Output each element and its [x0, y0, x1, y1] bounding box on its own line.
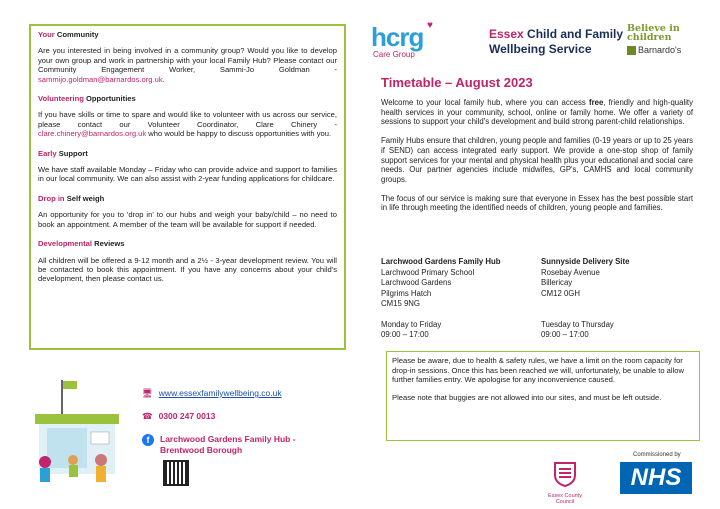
facebook-icon: f — [142, 434, 154, 446]
intro-paragraph-2: Family Hubs ensure that children, young people and families (0-19 years or up to 25 years if SEND) can access integrated early support. We provide a one-stop shop of family support services for your mental and physical health plus your educational and social care needs. Our partner agencies include midwifes, GP's, CAMHS and local community groups. — [381, 136, 693, 184]
early-support-heading: Early Support — [38, 148, 88, 158]
facebook-link[interactable]: Larchwood Gardens Family Hub - Brentwood Borough — [160, 434, 296, 455]
volunteering-heading: Volunteering Opportunities — [38, 94, 136, 104]
volunteer-email-link[interactable]: clare.chinery@barnardos.org.uk — [38, 129, 147, 139]
intro-text — [381, 98, 693, 222]
phone-icon: ☎ — [142, 411, 153, 421]
site-sunnyside: Sunnyside Delivery Site Rosebay Avenue Billericay CM12 0GH Tuesday to Thursday 09:00 – 17:00 — [541, 257, 630, 339]
service-logo: Essex Child and Family Wellbeing Service — [489, 27, 624, 56]
facebook-row — [142, 434, 296, 456]
essex-county-council-logo: Essex County Council — [540, 461, 590, 505]
drop-in-heading: Drop in Self weigh — [38, 193, 105, 203]
barnardos-icon — [627, 46, 636, 55]
heart-icon: ♥ — [427, 20, 433, 31]
developmental-heading: Developmental Reviews — [38, 239, 125, 249]
phone-number[interactable]: 0300 247 0013 — [158, 411, 216, 421]
believe-in-children-logo: Believe in children — [627, 23, 680, 43]
intro-paragraph-3: The focus of our service is making sure that everyone in Essex has the best possible start in life through meeting the identified needs of children, young people and families. — [381, 193, 693, 213]
early-support-text: We have staff available Monday – Friday who can provide advice and support to families in our local community. We can also assist with 2-year funding applications for childcare. — [38, 165, 337, 184]
community-email-link[interactable]: sammijo.goldman@barnardos.org.uk — [38, 74, 163, 84]
website-row — [142, 388, 282, 399]
hub-building-illustration — [25, 376, 125, 488]
qr-code — [163, 460, 189, 486]
site-larchwood: Larchwood Gardens Family Hub Larchwood Primary School Larchwood Gardens Pilgrims Hatch CM15 9NG Monday to Friday 09:00 – 17:00 — [381, 257, 501, 339]
nhs-logo: NHS — [620, 462, 692, 494]
monitor-icon: 🖥 — [142, 388, 153, 398]
community-heading: Your Community — [38, 30, 99, 39]
website-link[interactable]: www.essexfamilywellbeing.co.uk — [158, 388, 282, 398]
phone-row — [142, 411, 215, 422]
hcrg-logo: hcrg ♥ Care Group — [371, 20, 433, 59]
notice-box: Please be aware, due to health & safety rules, we have a limit on the room capacity for drop-in sessions. Once this has been reached we will, unfortunately, be unable to allow further families entry. We apologise for any inconvenience caused. Please note that buggies are not allowed into our sites, and must be left outside. — [386, 351, 700, 441]
drop-in-text: An opportunity for you to 'drop in' to our hubs and weigh your baby/child – no need to book an appointment. A member of the team will be available for support if needed. — [38, 210, 337, 229]
intro-paragraph-1: Welcome to your local family hub, where you can access free, friendly and high-quality health services in your community, school, online or family home. We offer a variety of sessions to support your child's development and build strong parent-child relationships. — [381, 98, 694, 127]
commissioned-by-label: Commissioned by — [633, 452, 681, 458]
barnardos-logo: Barnardo's — [627, 45, 681, 55]
community-text: Are you interested in being involved in a community group? Would you like to develop your own group and work in partnership with your local Family Hub? Please contact our Community Engagement Worker, Sammi-Jo Goldman - sammijo.goldman@barnardos.org.uk. — [38, 46, 337, 84]
crest-icon — [553, 461, 577, 487]
developmental-text: All children will be offered a 9-12 month and a 2½ - 3-year development review. You will be contacted to book this appointment. If you have any concerns about your child's development, then please contact us. — [38, 255, 337, 284]
page-title: Timetable – August 2023 — [381, 75, 533, 90]
volunteering-text: If you have skills or time to spare and would like to volunteer with us across our service, please contact our Volunteer Coordinator, Clare Chinery - clare.chinery@barnardos.org.uk who would be happy to discuss opportunities with you. — [38, 110, 337, 139]
left-info-panel — [29, 24, 346, 350]
